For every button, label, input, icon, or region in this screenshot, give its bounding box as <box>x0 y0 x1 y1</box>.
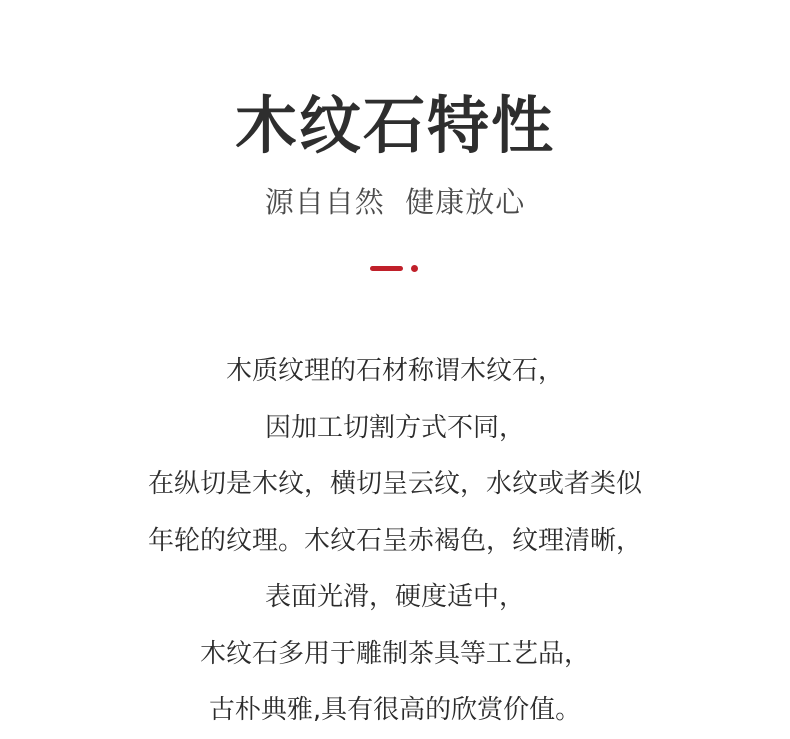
description-text <box>0 343 790 739</box>
description-line: 在纵切是木纹，横切呈云纹，水纹或者类似 <box>147 469 642 499</box>
description-line: 木纹石多用于雕制茶具等工艺品， <box>199 638 590 669</box>
page-title: 木纹石特性 <box>234 89 555 162</box>
divider-bar <box>370 266 403 271</box>
description-line: 表面光滑，硬度适中， <box>264 582 525 612</box>
description-line: 木质纹理的石材称谓木纹石， <box>225 356 564 386</box>
description-line: 因加工切割方式不同， <box>264 412 525 443</box>
description-line: 年轮的纹理。木纹石呈赤褐色，纹理清晰， <box>147 525 642 556</box>
page-subtitle: 源自自然 健康放心 <box>264 185 526 219</box>
decorative-divider <box>370 266 420 272</box>
description-line: 古朴典雅,具有很高的欣赏价值。 <box>208 695 582 725</box>
divider-dot <box>411 265 418 272</box>
